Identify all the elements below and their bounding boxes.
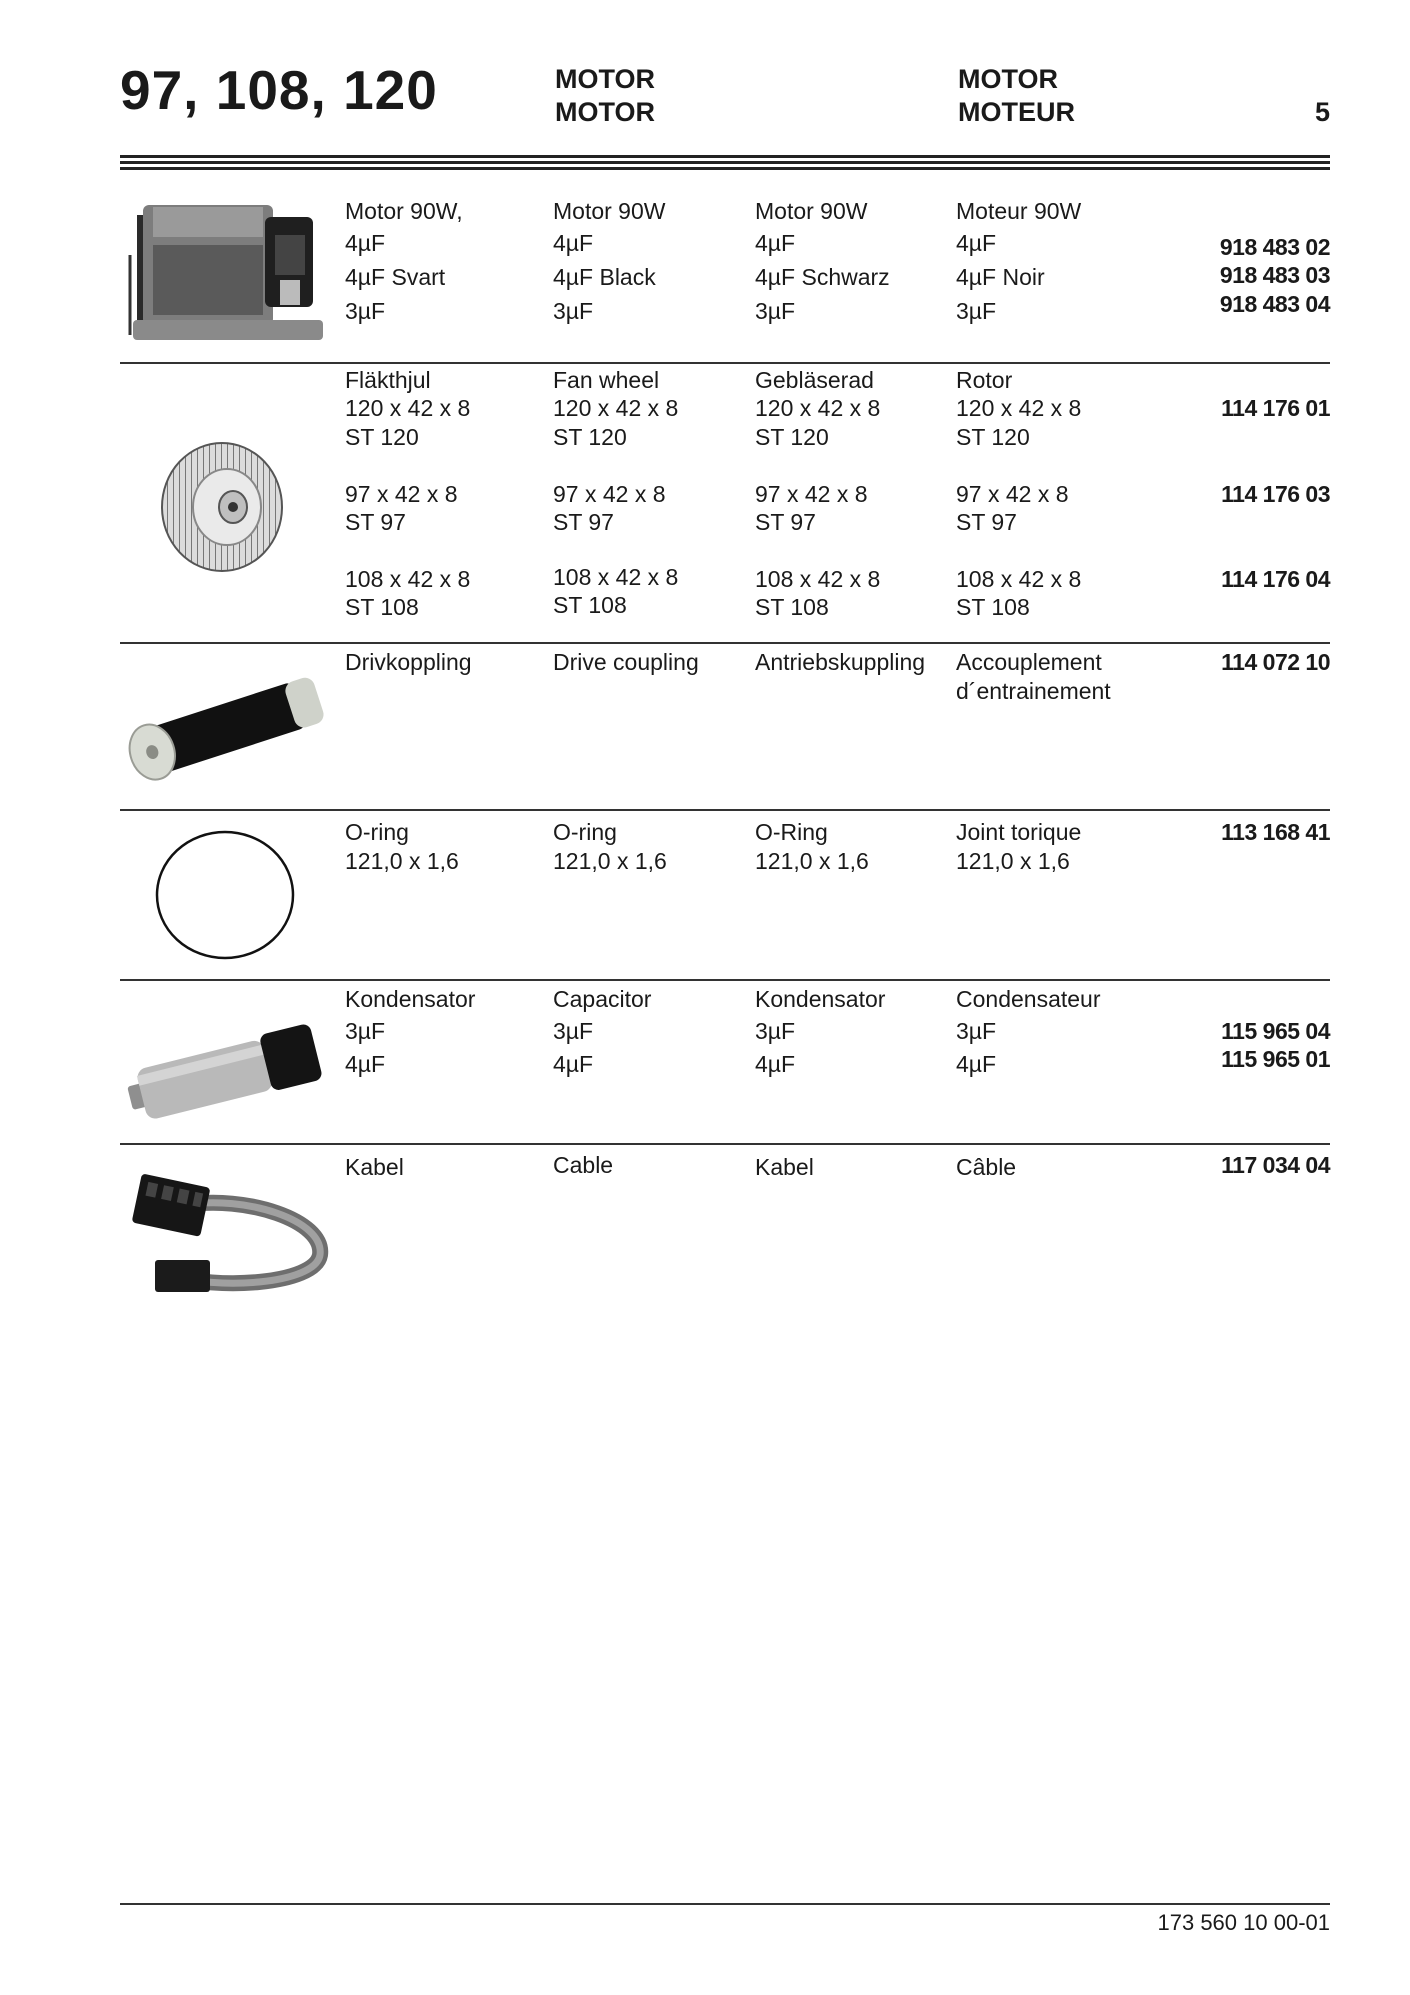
fanwheel-v1-dims-de: 120 x 42 x 8 [755,395,881,421]
coupling-de: Antriebskuppling [755,649,926,675]
fanwheel-title-sv: Fläkthjul [345,367,431,393]
motor-fr-2: 4µF [956,230,997,256]
header-col2-line1: MOTOR [958,64,1058,94]
fanwheel-v2-st-en: ST 97 [553,509,614,535]
fanwheel-v1-st-en: ST 120 [553,424,627,450]
oring-en: O-ring [553,819,617,845]
coupling-sv: Drivkoppling [345,649,472,675]
motor-fr-3: 4µF Noir [956,264,1045,290]
fan-wheel-image [155,440,290,575]
motor-en [553,197,665,326]
capacitor-v1-sv: 3µF [345,1018,386,1044]
fanwheel-title-de: Gebläserad [755,367,874,393]
capacitor-v1-en: 3µF [553,1018,594,1044]
oring-pn: 113 168 41 [1221,819,1330,845]
header-rule-1 [120,155,1330,158]
oring-fr: Joint torique [956,819,1082,845]
capacitor-v2-fr: 4µF [956,1051,997,1077]
fanwheel-v1-pn: 114 176 01 [1221,395,1330,421]
fanwheel-v3-dims-fr: 108 x 42 x 8 [956,566,1082,592]
capacitor-v2-sv: 4µF [345,1051,386,1077]
model-title: 97, 108, 120 [120,59,438,121]
motor-pn-3: 918 483 04 [1219,291,1330,317]
motor-en-2: 4µF [553,230,594,256]
fanwheel-v2-st-sv: ST 97 [345,509,406,535]
fanwheel-v1-dims-fr: 120 x 42 x 8 [956,395,1082,421]
fanwheel-v2-pn: 114 176 03 [1221,481,1330,507]
fanwheel-v3-dims-de: 108 x 42 x 8 [755,566,881,592]
capacitor-v2-en: 4µF [553,1051,594,1077]
header-col1-line1: MOTOR [555,64,655,94]
fanwheel-v1-st-de: ST 120 [755,424,829,450]
motor-sv-4: 3µF [345,298,386,324]
motor-sv-3: 4µF Svart [345,264,446,290]
fanwheel-v3-st-fr: ST 108 [956,594,1030,620]
row-divider [120,362,1330,364]
capacitor-pn-1: 115 965 04 [1221,1018,1330,1044]
coupling-fr-1: Accouplement [956,649,1102,675]
motor-en-4: 3µF [553,298,594,324]
motor-fr-4: 3µF [956,298,997,324]
header-rule-2 [120,161,1330,164]
fanwheel-v2-st-de: ST 97 [755,509,816,535]
cable-de: Kabel [755,1154,814,1180]
fanwheel-v2-dims-fr: 97 x 42 x 8 [956,481,1069,507]
page-number: 5 [1315,97,1331,127]
cable-en: Cable [553,1152,614,1178]
motor-fr [956,197,1081,326]
document-number: 173 560 10 00-01 [1157,1910,1330,1935]
capacitor-pn-2: 115 965 01 [1221,1046,1330,1072]
motor-sv-2: 4µF [345,230,386,256]
fanwheel-v3-dims-sv: 108 x 42 x 8 [345,566,471,592]
capacitor-de: Kondensator [755,986,886,1012]
footer-rule [120,1903,1330,1905]
header-col2-line2: MOTEUR [958,97,1075,127]
oring-de: O-Ring [755,819,828,845]
coupling-fr-2: d´entrainement [956,678,1111,704]
fanwheel-title-en: Fan wheel [553,367,660,393]
fanwheel-v3-st-en: ST 108 [553,592,627,618]
header-col1 [555,63,655,129]
header-col2 [958,63,1075,129]
oring-sv: O-ring [345,819,409,845]
motor-fr-1: Moteur 90W [956,198,1082,224]
header-col1-line2: MOTOR [555,97,655,127]
o-ring-image [150,828,300,963]
motor-en-1: Motor 90W [553,198,666,224]
fanwheel-v1-dims-sv: 120 x 42 x 8 [345,395,471,421]
motor-de-2: 4µF [755,230,796,256]
cable-sv: Kabel [345,1154,404,1180]
fanwheel-v2-dims-sv: 97 x 42 x 8 [345,481,458,507]
motor-en-3: 4µF Black [553,264,656,290]
oring-dims-sv: 121,0 x 1,6 [345,848,459,874]
fanwheel-v2-dims-de: 97 x 42 x 8 [755,481,868,507]
capacitor-image [118,1015,328,1125]
capacitor-v1-fr: 3µF [956,1018,997,1044]
row-divider [120,642,1330,644]
fanwheel-v3-st-de: ST 108 [755,594,829,620]
coupling-pn: 114 072 10 [1221,649,1330,675]
motor-de [755,197,890,326]
fanwheel-v1-st-fr: ST 120 [956,424,1030,450]
oring-dims-fr: 121,0 x 1,6 [956,848,1070,874]
cable-fr: Câble [956,1154,1017,1180]
oring-dims-en: 121,0 x 1,6 [553,848,667,874]
capacitor-en: Capacitor [553,986,652,1012]
motor-de-3: 4µF Schwarz [755,264,890,290]
row-divider [120,809,1330,811]
fanwheel-v2-st-fr: ST 97 [956,509,1017,535]
cable-image [125,1165,330,1300]
motor-de-1: Motor 90W [755,198,868,224]
capacitor-fr: Condensateur [956,986,1101,1012]
motor-pn-1: 918 483 02 [1219,234,1330,260]
fanwheel-v1-dims-en: 120 x 42 x 8 [553,395,679,421]
fanwheel-v3-pn: 114 176 04 [1221,566,1330,592]
capacitor-v1-de: 3µF [755,1018,796,1044]
motor-de-4: 3µF [755,298,796,324]
row-divider [120,1143,1330,1145]
fanwheel-title-fr: Rotor [956,367,1013,393]
coupling-en: Drive coupling [553,649,699,675]
row-divider [120,979,1330,981]
motor-pn-2: 918 483 03 [1219,262,1330,288]
drive-coupling-image [118,665,328,790]
fanwheel-v3-dims-en: 108 x 42 x 8 [553,564,679,590]
cable-pn: 117 034 04 [1221,1152,1330,1178]
fanwheel-v3-st-sv: ST 108 [345,594,419,620]
header-rule-3 [120,167,1330,170]
capacitor-sv: Kondensator [345,986,476,1012]
capacitor-v2-de: 4µF [755,1051,796,1077]
motor-sv [345,197,463,326]
fanwheel-v1-st-sv: ST 120 [345,424,419,450]
motor-image [125,195,340,350]
motor-sv-1: Motor 90W, [345,198,463,224]
fanwheel-v2-dims-en: 97 x 42 x 8 [553,481,666,507]
oring-dims-de: 121,0 x 1,6 [755,848,869,874]
